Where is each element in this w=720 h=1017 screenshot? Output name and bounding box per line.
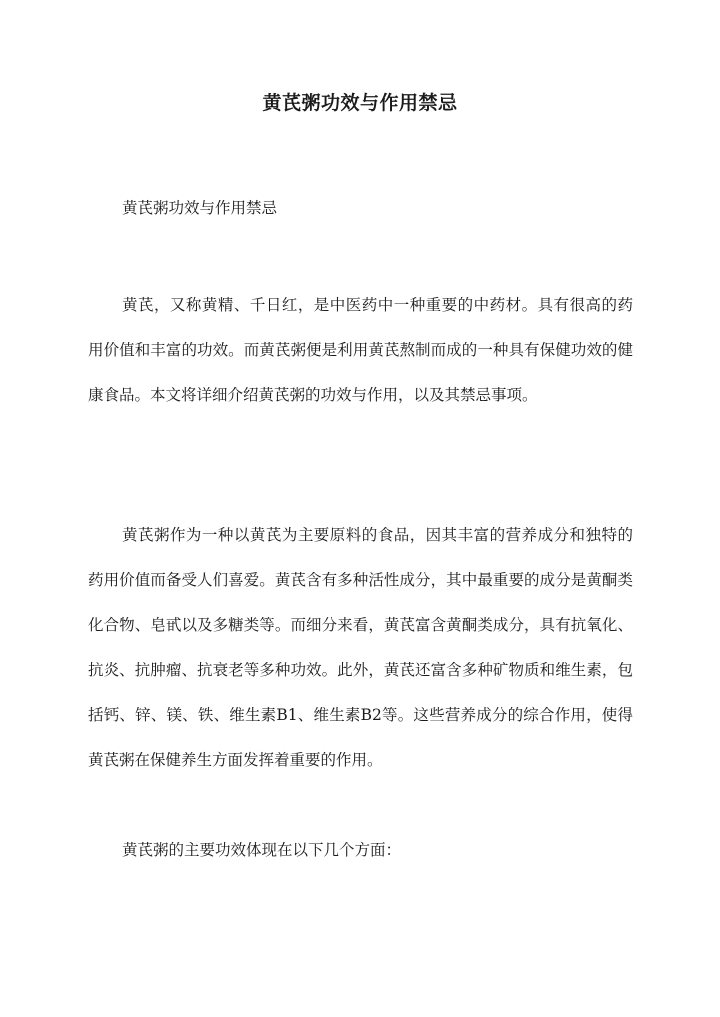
- paragraph-main-effects: 黄芪粥的主要功效体现在以下几个方面：: [122, 841, 402, 859]
- document-subheading: 黄芪粥功效与作用禁忌: [122, 199, 278, 217]
- document-title: 黄芪粥功效与作用禁忌: [262, 92, 458, 114]
- paragraph-intro: 黄芪，又称黄精、千日红，是中医药中一种重要的中药材。具有很高的药用价值和丰富的功效。而黄芪粥便是利用黄芪熬制而成的一种具有保健功效的健康食品。本文将详细介绍黄芪粥的功效与作用，以及其禁忌事项。: [88, 296, 633, 404]
- paragraph-nutrition: 黄芪粥作为一种以黄芪为主要原料的食品，因其丰富的营养成分和独特的药用价值而备受人们喜爱。黄芪含有多种活性成分，其中最重要的成分是黄酮类化合物、皂甙以及多糖类等。而细分来看，黄芪富含黄酮类成分，具有抗氧化、抗炎、抗肿瘤、抗衰老等多种功效。此外，黄芪还富含多种矿物质和维生素，包括钙、锌、镁、铁、维生素B1、维生素B2等。这些营养成分的综合作用，使得黄芪粥在保健养生方面发挥着重要的作用。: [88, 526, 633, 769]
